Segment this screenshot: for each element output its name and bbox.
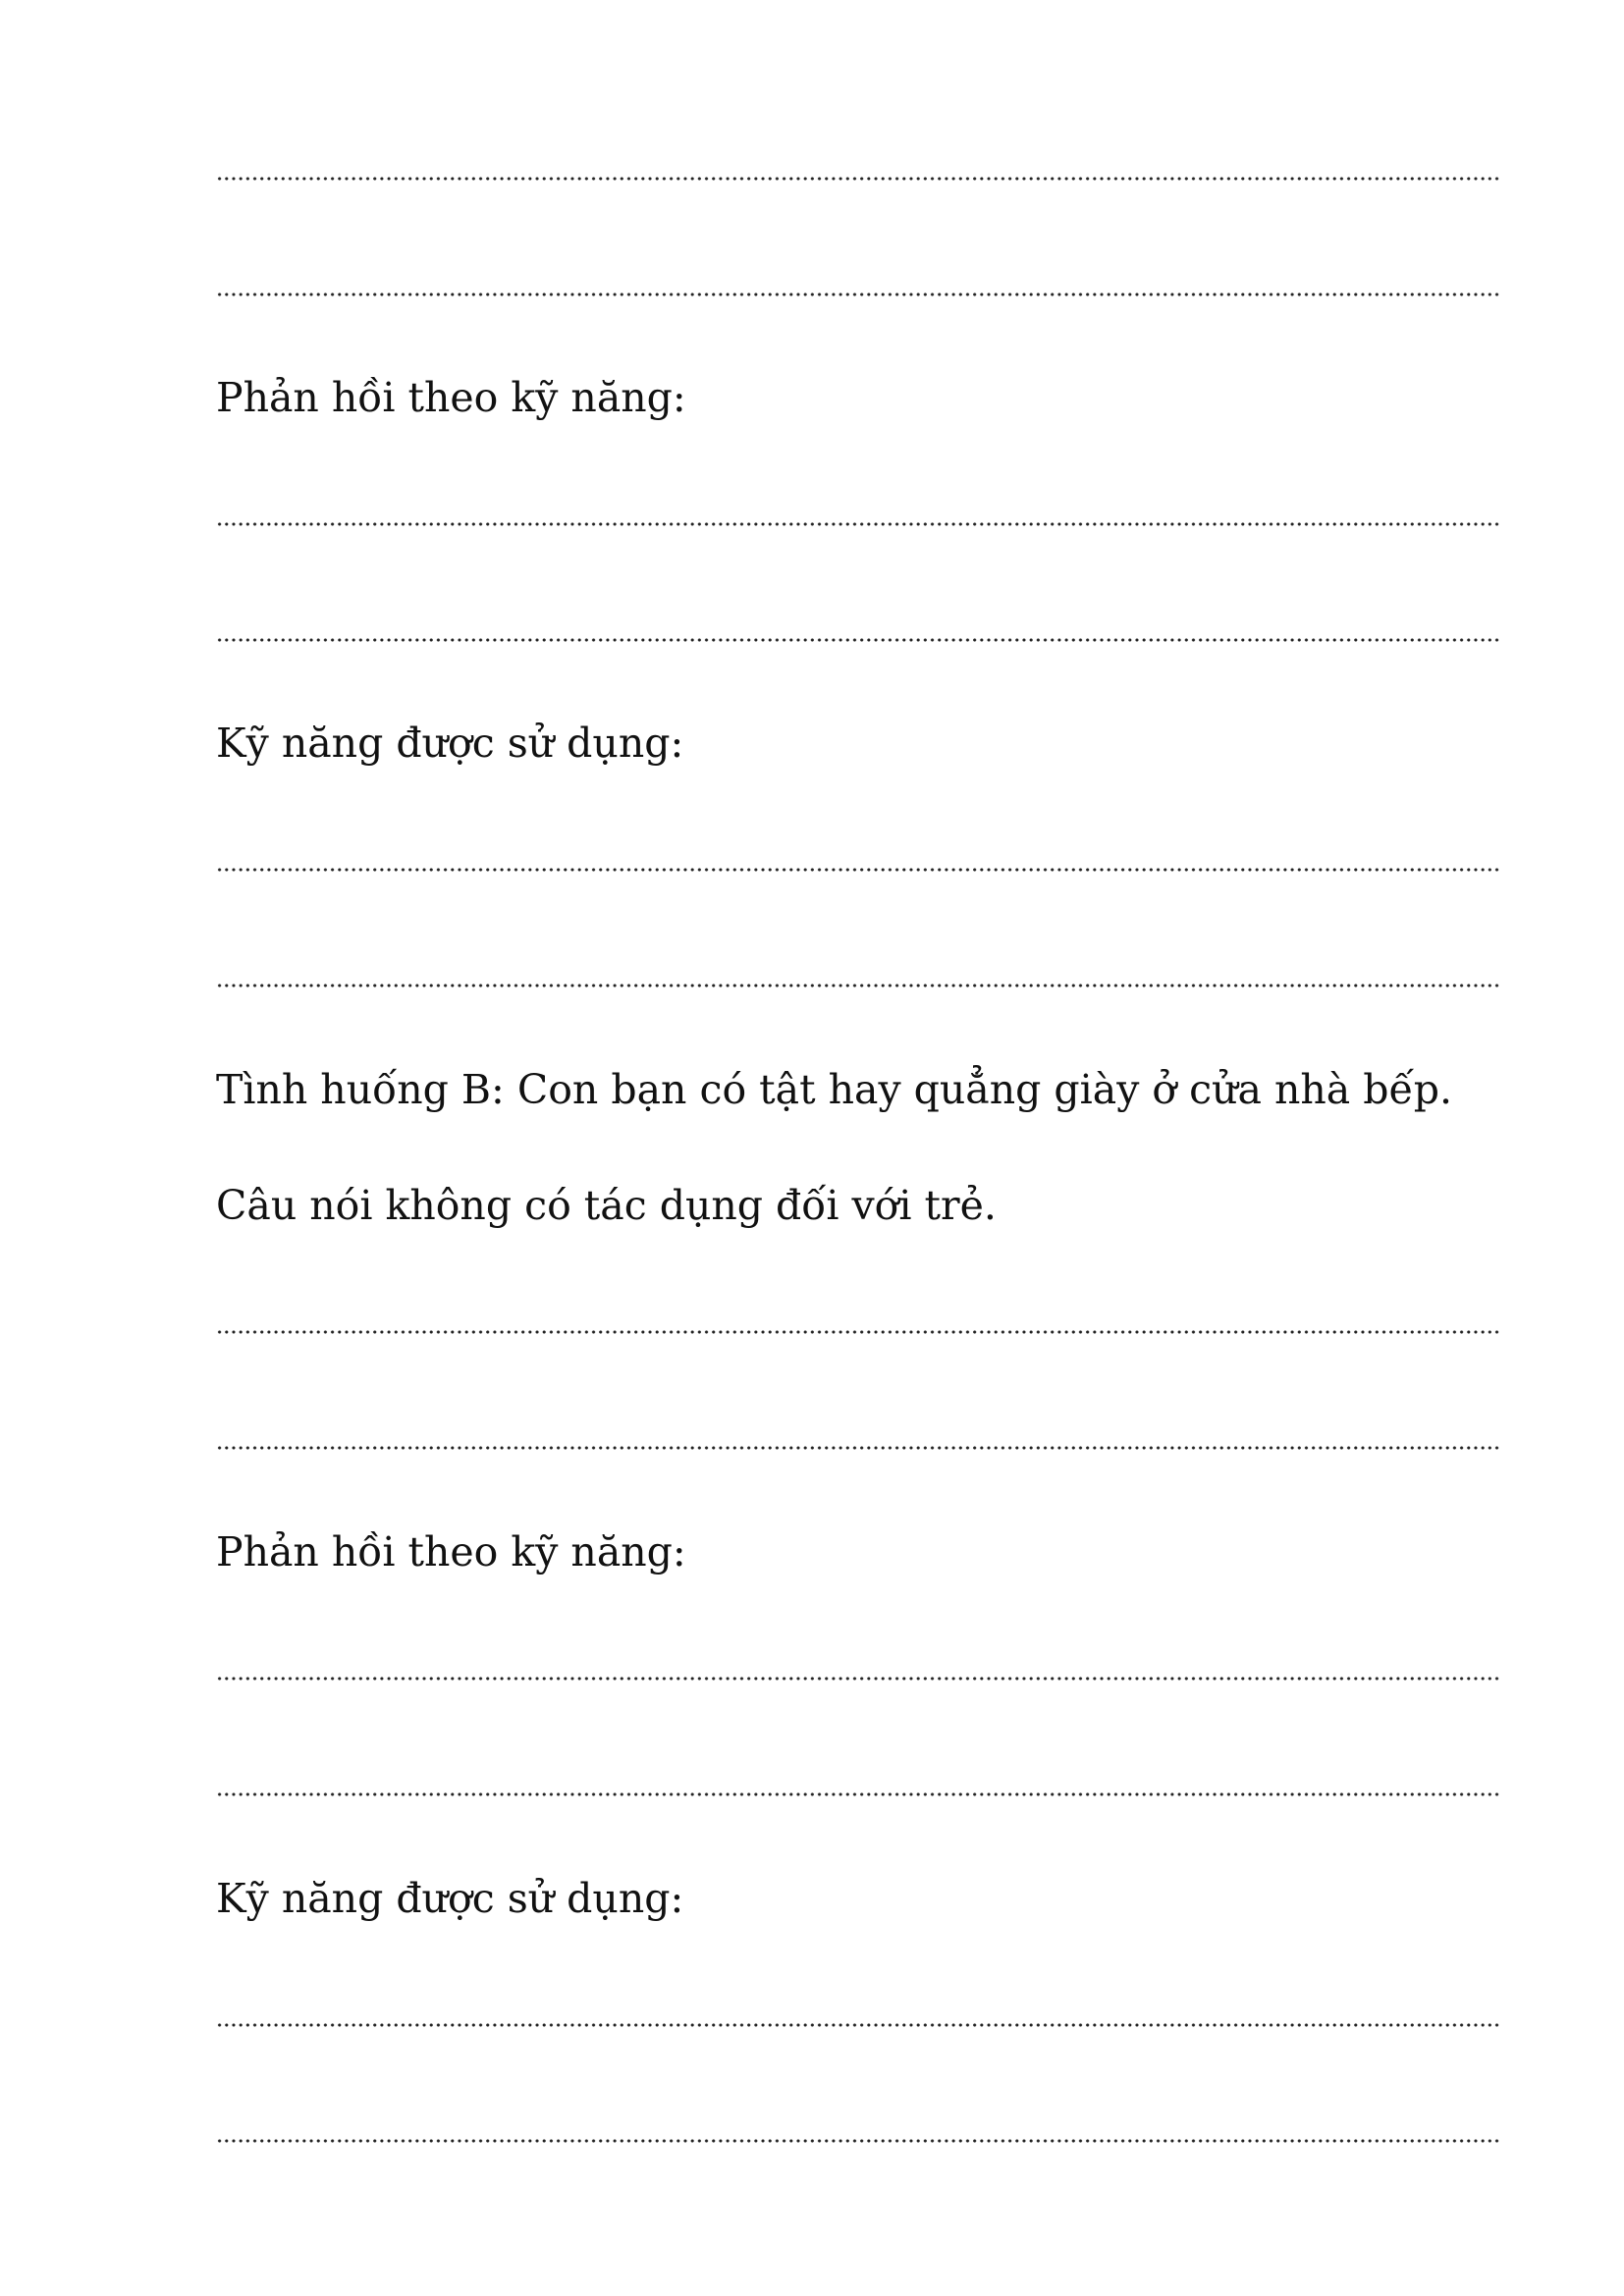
answer-line bbox=[216, 638, 1500, 642]
answer-line bbox=[216, 293, 1500, 296]
answer-line bbox=[216, 868, 1500, 872]
answer-line bbox=[216, 984, 1500, 988]
situation-b-text: Tình huống B: Con bạn có tật hay quẳng giày ở cửa nhà bếp. bbox=[216, 1066, 1453, 1113]
skills-used-heading: Kỹ năng được sử dụng: bbox=[216, 1875, 684, 1922]
answer-line bbox=[216, 177, 1500, 181]
answer-line bbox=[216, 2023, 1500, 2027]
answer-line bbox=[216, 522, 1500, 526]
answer-line bbox=[216, 1330, 1500, 1334]
skill-response-heading: Phản hồi theo kỹ năng: bbox=[216, 1528, 686, 1575]
skills-used-heading: Kỹ năng được sử dụng: bbox=[216, 720, 684, 767]
answer-line bbox=[216, 1446, 1500, 1450]
ineffective-statement-heading: Câu nói không có tác dụng đối với trẻ. bbox=[216, 1182, 997, 1229]
skill-response-heading: Phản hồi theo kỹ năng: bbox=[216, 374, 686, 421]
answer-line bbox=[216, 1792, 1500, 1796]
answer-line bbox=[216, 1677, 1500, 1681]
answer-line bbox=[216, 2139, 1500, 2143]
